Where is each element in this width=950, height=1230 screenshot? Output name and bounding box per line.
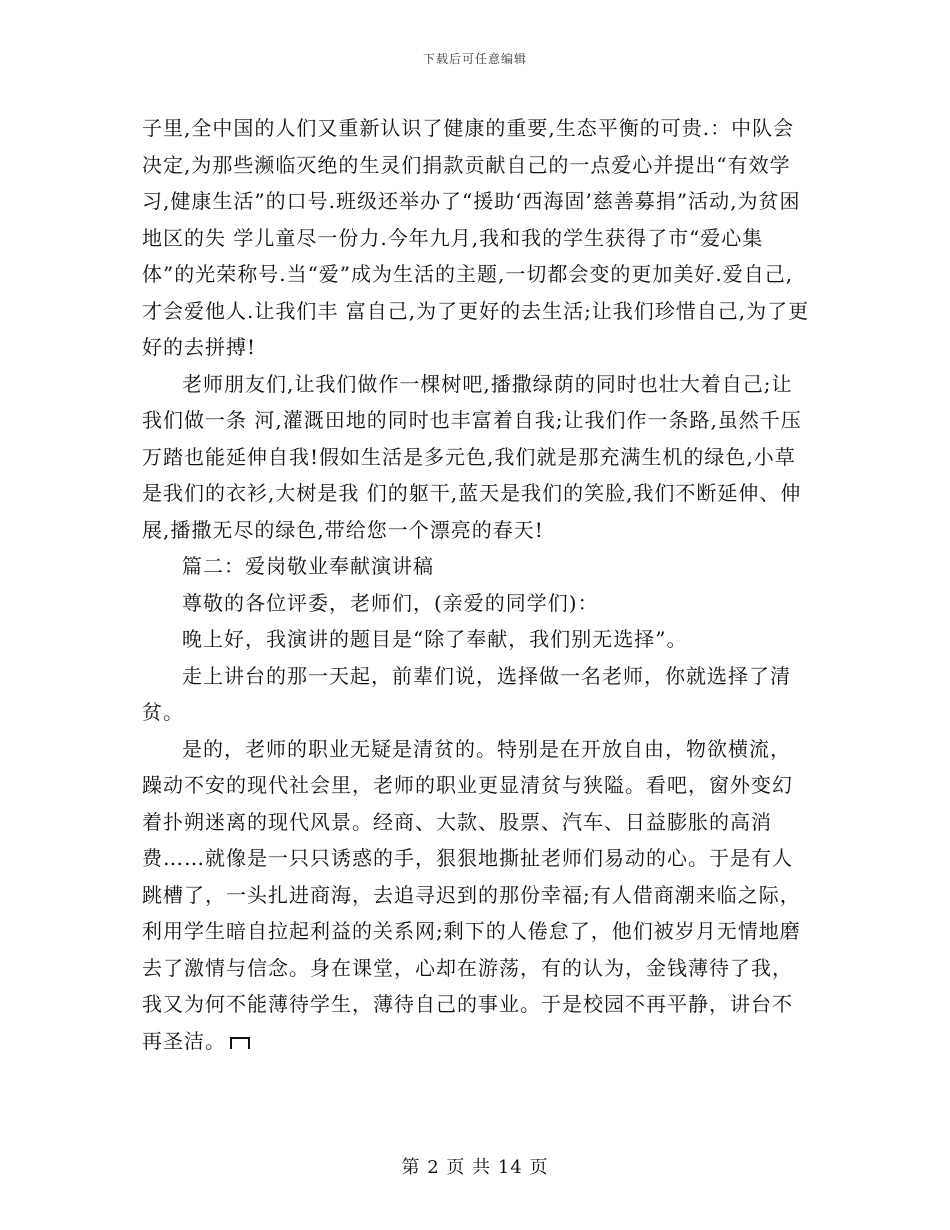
salutation: 尊敬的各位评委，老师们，(亲爱的同学们)：	[182, 590, 599, 615]
paragraph-continuation: 子里,全中国的人们又重新认识了健康的重要,生态平衡的可贵.：中队会 决定,为那些濒临灭绝的生灵们捐款贡献自己的一点爱心并提出“有效学习,健康生活”的口号.班级还举办了“援助‘西海固’慈善募捐”活动,为贫困地区的失 学儿童尽一份力.今年九月,我和我的学生获得了市“爱心集体”的光荣称号.当“爱”成为生活的主题,一切都会变的更加美好.爱自己,才会爱他人.让我们丰 富自己,为了更好的去生活;让我们珍惜自己,为了更好的去拼搏!	[142, 116, 810, 359]
paragraph-poverty	[142, 731, 810, 1060]
greeting: 晚上好，我演讲的题目是“除了奉献，我们别无选择”。	[182, 627, 688, 651]
document-body	[142, 110, 810, 1059]
page-number: 第 2 页 共 14 页	[401, 1157, 549, 1178]
paragraph-teacher-friends: 老师朋友们,让我们做作一棵树吧,播撒绿荫的同时也壮大着自己;让我们做一条 河,灌溉田地的同时也丰富着自我;让我们作一条路,虽然千压万踏也能延伸自我!假如生活是多元色,我们就是那充满生机的绿色,小草是我们的衣衫,大树是我 们的躯干,蓝天是我们的笑脸,我们不断延伸、伸展,播撒无尽的绿色,带给您一个漂亮的春天!	[142, 371, 802, 542]
text-cursor-mark	[230, 1037, 250, 1049]
paragraph-podium: 走上讲台的那一天起，前辈们说，选择做一名老师，你就选择了清贫。	[142, 663, 791, 724]
section-title: 篇二：爱岗敬业奉献演讲稿	[182, 554, 434, 578]
paragraph-poverty-text: 是的，老师的职业无疑是清贫的。特别是在开放自由，物欲横流，躁动不安的现代社会里，老师的职业更显清贫与狭隘。看吧，窗外变幻着扑朔迷离的现代风景。经商、大款、股票、汽车、日益膨胀的高消费……就像是一只只诱惑的手，狠狠地撕扯老师们易动的心。于是有人跳槽了，一头扎进商海，去追寻迟到的那份幸福;有人借商潮来临之际，利用学生暗自拉起利益的关系网;剩下的人倦怠了，他们被岁月无情地磨去了激情与信念。身在课堂，心却在游荡，有的认为，金钱薄待了我，我又为何不能薄待学生，薄待自己的事业。于是校园不再平静，讲台不再圣洁。	[142, 736, 801, 1053]
page-header: 下载后可任意编辑	[422, 52, 527, 66]
